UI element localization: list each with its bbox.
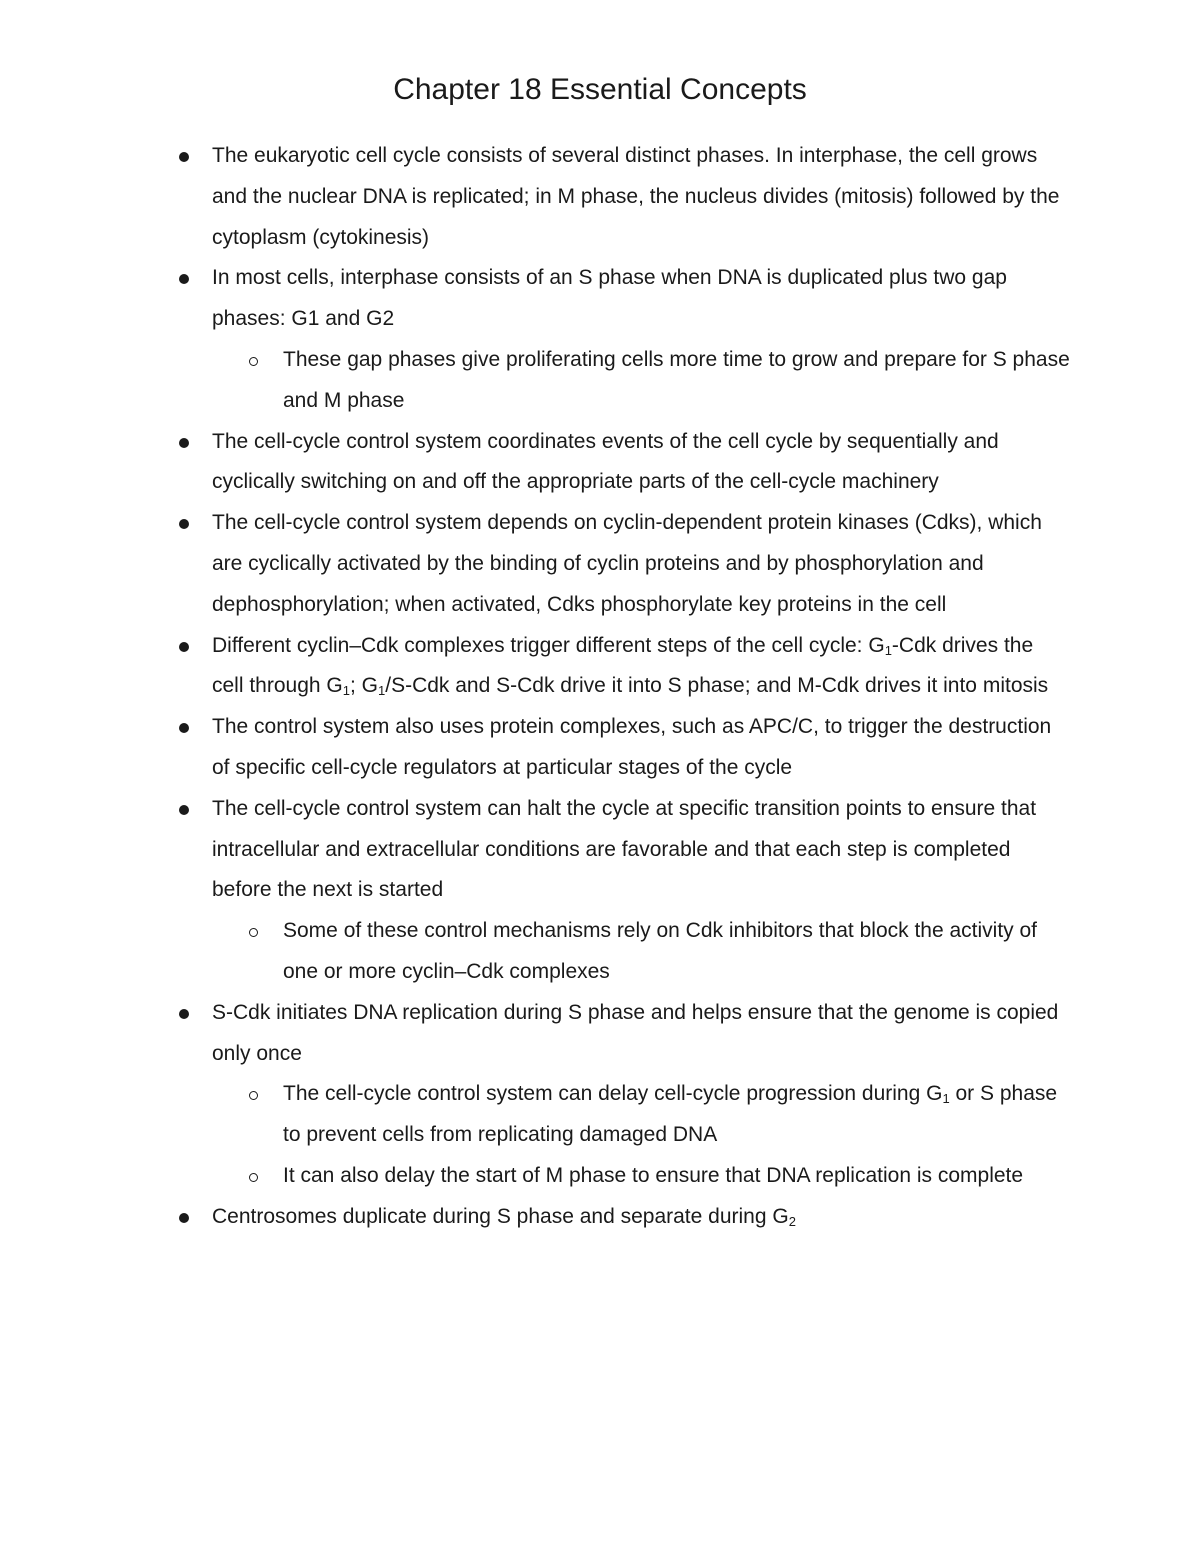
list-item: [0, 707, 1200, 789]
sub-list-item: [0, 340, 1200, 422]
bullet-icon: [179, 805, 189, 815]
bullet-icon: [179, 642, 189, 652]
bullet-icon: [179, 152, 189, 162]
text-run: or S phase to prevent cells from replicating damaged DNA: [283, 1082, 1058, 1147]
sub-list-item: [0, 1156, 1200, 1197]
concept-list: [0, 136, 1200, 1238]
list-item-text: [212, 266, 1007, 330]
text-run: These gap phases give proliferating cells more time to grow and prepare for S phase and M phase: [283, 347, 1070, 412]
list-item: [0, 136, 1200, 258]
text-run: Different cyclin–Cdk complexes trigger different steps of the cell cycle: G: [212, 633, 885, 657]
list-item-text: [212, 634, 1048, 698]
text-run: The control system also uses protein complexes, such as APC/C, to trigger the destruction of specific cell-cycle regulators at particular stages of the cycle: [212, 715, 1052, 779]
list-item: [0, 626, 1200, 708]
subscript: 1: [378, 683, 386, 699]
list-item-text: [212, 430, 999, 494]
list-item-text: [283, 1082, 1057, 1146]
bullet-icon: [179, 1213, 189, 1223]
list-item: [0, 422, 1200, 504]
text-run: It can also delay the start of M phase to ensure that DNA replication is complete: [283, 1163, 1024, 1187]
subscript: 1: [942, 1091, 950, 1107]
text-run: The cell-cycle control system coordinates events of the cell cycle by sequentially and cyclically switching on and off the appropriate parts of the cell-cycle machinery: [212, 429, 999, 494]
hollow-bullet-icon: [249, 1091, 258, 1100]
bullet-icon: [179, 1009, 189, 1019]
page-title: Chapter 18 Essential Concepts: [393, 73, 807, 106]
text-run: -Cdk drives the cell through G: [212, 633, 1034, 698]
subscript: 1: [884, 642, 892, 658]
text-run: The cell-cycle control system can halt the cycle at specific transition points to ensure that intracellular and extracellular conditions are favorable and that each step is completed before the next is started: [212, 796, 1037, 902]
hollow-bullet-icon: [249, 357, 258, 366]
list-item: [0, 1197, 1200, 1238]
bullet-icon: [179, 274, 189, 284]
text-run: ; G: [349, 674, 378, 698]
text-run: /S-Cdk and S-Cdk drive it into S phase; and M-Cdk drives it into mitosis: [385, 674, 1049, 698]
list-item-text: [212, 144, 1059, 249]
list-item: [0, 993, 1200, 1075]
hollow-bullet-icon: [249, 1173, 258, 1182]
list-item-text: [212, 1205, 796, 1228]
text-run: S-Cdk initiates DNA replication during S phase and helps ensure that the genome is copied only once: [212, 1000, 1059, 1065]
sub-list-item: [0, 1074, 1200, 1156]
bullet-icon: [179, 438, 189, 448]
text-run: The cell-cycle control system can delay cell-cycle progression during G: [283, 1082, 943, 1106]
list-item: [0, 258, 1200, 340]
list-item-text: [212, 715, 1051, 779]
list-item: [0, 503, 1200, 625]
list-item-text: [212, 1001, 1058, 1065]
bullet-icon: [179, 723, 189, 733]
text-run: Some of these control mechanisms rely on Cdk inhibitors that block the activity of one or more cyclin–Cdk complexes: [283, 919, 1038, 983]
bullet-icon: [179, 519, 189, 529]
hollow-bullet-icon: [249, 928, 258, 937]
text-run: The eukaryotic cell cycle consists of several distinct phases. In interphase, the cell grows and the nuclear DNA is replicated; in M phase, the nucleus divides (mitosis) followed by the cytoplasm (cytokinesis): [212, 144, 1060, 249]
list-item-text: [283, 348, 1070, 412]
sub-list-item: [0, 911, 1200, 993]
list-item-text: [212, 797, 1036, 902]
list-item-text: [212, 511, 1042, 616]
text-run: Centrosomes duplicate during S phase and separate during G: [212, 1204, 789, 1228]
subscript: 2: [788, 1213, 796, 1229]
list-item-text: [283, 1164, 1023, 1187]
list-item-text: [283, 919, 1037, 983]
text-run: In most cells, interphase consists of an S phase when DNA is duplicated plus two gap phases: G1 and G2: [212, 266, 1007, 331]
list-item: [0, 789, 1200, 911]
text-run: The cell-cycle control system depends on cyclin-dependent protein kinases (Cdks), which are cyclically activated by the binding of cyclin proteins and by phosphorylation and dephosphorylation; when activated, Cdks phosphorylate key proteins in the cell: [212, 511, 1042, 616]
subscript: 1: [342, 683, 350, 699]
